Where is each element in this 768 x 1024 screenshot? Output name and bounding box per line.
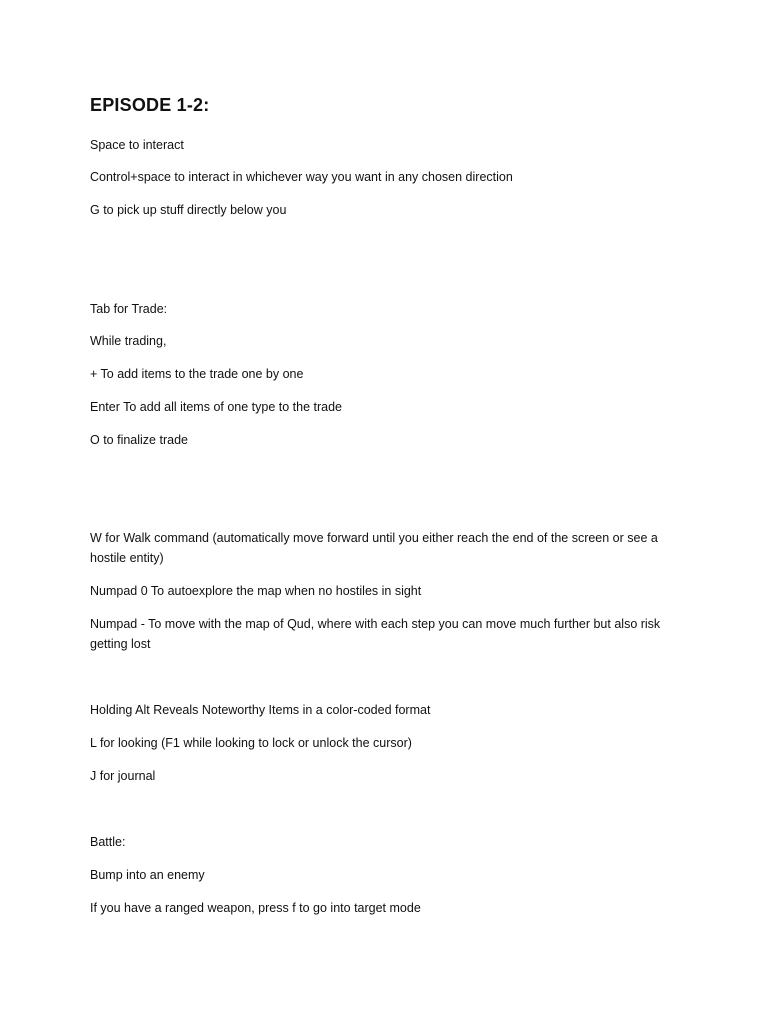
text-line-while-trading: While trading, [90, 334, 167, 348]
text-line-alt-reveal: Holding Alt Reveals Noteworthy Items in a color-coded format [90, 703, 431, 717]
document-title: EPISODE 1-2: [90, 95, 210, 115]
text-line-add-one: + To add items to the trade one by one [90, 367, 304, 381]
text-line-battle-heading: Battle: [90, 835, 126, 849]
text-line-interact: Space to interact [90, 138, 184, 152]
text-line-add-all: Enter To add all items of one type to the trade [90, 400, 343, 414]
text-line-world-map: Numpad - To move with the map of Qud, where with each step you can move much further but also risk getting lost [90, 617, 661, 651]
text-line-autoexplore: Numpad 0 To autoexplore the map when no hostiles in sight [90, 584, 422, 598]
text-line-ranged: If you have a ranged weapon, press f to go into target mode [90, 901, 421, 915]
text-line-control-space: Control+space to interact in whichever way you want in any chosen direction [90, 170, 513, 184]
text-line-pickup: G to pick up stuff directly below you [90, 203, 287, 217]
text-line-trade-heading: Tab for Trade: [90, 302, 168, 316]
text-line-finalize: O to finalize trade [90, 433, 188, 447]
text-line-walk: W for Walk command (automatically move forward until you either reach the end of the screen or see a hostile entity) [90, 531, 658, 565]
text-line-bump: Bump into an enemy [90, 868, 205, 882]
text-line-looking: L for looking (F1 while looking to lock or unlock the cursor) [90, 736, 412, 750]
text-line-journal: J for journal [90, 769, 156, 783]
